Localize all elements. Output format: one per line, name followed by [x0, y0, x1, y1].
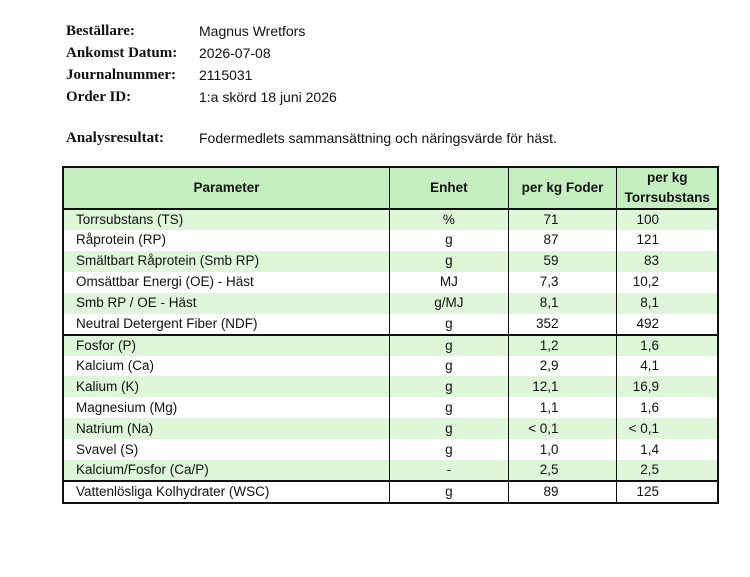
- unit-cell: g: [390, 335, 509, 356]
- per-kg-dry-matter-cell: 1,4: [617, 439, 718, 460]
- unit-cell: -: [390, 460, 509, 481]
- per-kg-feed-cell: 71: [508, 209, 617, 230]
- parameter-cell: Natrium (Na): [63, 418, 390, 439]
- per-kg-dry-matter-cell: 100: [617, 209, 718, 230]
- per-kg-feed-cell: 87: [508, 230, 617, 251]
- table-row: [63, 209, 718, 230]
- unit-cell: g: [390, 251, 509, 272]
- analysis-label: Analysresultat:: [66, 129, 165, 146]
- table-header-row: [63, 167, 718, 209]
- journal-number-value: 2115031: [199, 67, 253, 83]
- parameter-cell: Svavel (S): [63, 439, 390, 460]
- per-kg-feed-cell: 352: [508, 314, 617, 335]
- column-header-per-kg-feed: per kg Foder: [508, 167, 617, 209]
- per-kg-feed-cell: 1,1: [508, 397, 617, 418]
- per-kg-feed-cell: 2,5: [508, 460, 617, 481]
- per-kg-feed-cell: 8,1: [508, 293, 617, 314]
- parameter-cell: Vattenlösliga Kolhydrater (WSC): [63, 481, 390, 503]
- per-kg-dry-matter-cell: < 0,1: [617, 418, 718, 439]
- table-row: [63, 251, 718, 272]
- order-id-label: Order ID:: [66, 88, 132, 105]
- arrival-date-value: 2026-07-08: [199, 45, 271, 61]
- per-kg-feed-cell: 12,1: [508, 376, 617, 397]
- unit-cell: g: [390, 439, 509, 460]
- per-kg-dry-matter-cell: 16,9: [617, 376, 718, 397]
- table-row: [63, 481, 718, 503]
- unit-cell: %: [390, 209, 509, 230]
- order-id-value: 1:a skörd 18 juni 2026: [199, 89, 337, 105]
- per-kg-dry-matter-cell: 8,1: [617, 293, 718, 314]
- per-kg-dry-matter-cell: 4,1: [617, 356, 718, 377]
- per-kg-feed-cell: < 0,1: [508, 418, 617, 439]
- column-header-per-kg-dry-matter: per kg Torrsubstans: [617, 167, 718, 209]
- per-kg-dry-matter-cell: 2,5: [617, 460, 718, 481]
- table-row: [63, 439, 718, 460]
- arrival-date-label: Ankomst Datum:: [66, 44, 178, 61]
- parameter-cell: Råprotein (RP): [63, 230, 390, 251]
- orderer-label: Beställare:: [66, 22, 135, 39]
- table-row: [63, 376, 718, 397]
- journal-number-label: Journalnummer:: [66, 66, 176, 83]
- per-kg-feed-cell: 2,9: [508, 356, 617, 377]
- analysis-results-table: [62, 166, 719, 504]
- arrival-date-row: [66, 42, 337, 64]
- unit-cell: g: [390, 376, 509, 397]
- unit-cell: g: [390, 314, 509, 335]
- unit-cell: g: [390, 397, 509, 418]
- table-row: [63, 335, 718, 356]
- analysis-description: Fodermedlets sammansättning och näringsvärde för häst.: [199, 130, 557, 146]
- table-row: [63, 460, 718, 481]
- table-row: [63, 272, 718, 293]
- table-row: [63, 230, 718, 251]
- per-kg-feed-cell: 1,0: [508, 439, 617, 460]
- order-info: [66, 20, 337, 108]
- table-row: [63, 293, 718, 314]
- parameter-cell: Omsättbar Energi (OE) - Häst: [63, 272, 390, 293]
- unit-cell: g: [390, 418, 509, 439]
- parameter-cell: Smb RP / OE - Häst: [63, 293, 390, 314]
- parameter-cell: Smältbart Råprotein (Smb RP): [63, 251, 390, 272]
- unit-cell: g/MJ: [390, 293, 509, 314]
- per-kg-feed-cell: 89: [508, 481, 617, 503]
- unit-cell: g: [390, 481, 509, 503]
- per-kg-dry-matter-cell: 125: [617, 481, 718, 503]
- table-row: [63, 418, 718, 439]
- parameter-cell: Kalcium/Fosfor (Ca/P): [63, 460, 390, 481]
- per-kg-dry-matter-cell: 492: [617, 314, 718, 335]
- analysis-heading: [66, 127, 557, 149]
- table-row: [63, 314, 718, 335]
- orderer-row: [66, 20, 337, 42]
- per-kg-dry-matter-cell: 121: [617, 230, 718, 251]
- per-kg-feed-cell: 7,3: [508, 272, 617, 293]
- per-kg-dry-matter-cell: 10,2: [617, 272, 718, 293]
- orderer-value: Magnus Wretfors: [199, 23, 306, 39]
- per-kg-dry-matter-cell: 1,6: [617, 397, 718, 418]
- table-row: [63, 356, 718, 377]
- per-kg-feed-cell: 1,2: [508, 335, 617, 356]
- per-kg-dry-matter-cell: 1,6: [617, 335, 718, 356]
- unit-cell: g: [390, 356, 509, 377]
- column-header-unit: Enhet: [390, 167, 509, 209]
- parameter-cell: Kalcium (Ca): [63, 356, 390, 377]
- per-kg-dry-matter-cell: 83: [617, 251, 718, 272]
- column-header-parameter: Parameter: [63, 167, 390, 209]
- unit-cell: g: [390, 230, 509, 251]
- parameter-cell: Kalium (K): [63, 376, 390, 397]
- parameter-cell: Torrsubstans (TS): [63, 209, 390, 230]
- parameter-cell: Fosfor (P): [63, 335, 390, 356]
- unit-cell: MJ: [390, 272, 509, 293]
- per-kg-feed-cell: 59: [508, 251, 617, 272]
- table-row: [63, 397, 718, 418]
- parameter-cell: Neutral Detergent Fiber (NDF): [63, 314, 390, 335]
- journal-number-row: [66, 64, 337, 86]
- order-id-row: [66, 86, 337, 108]
- parameter-cell: Magnesium (Mg): [63, 397, 390, 418]
- table-body: [63, 209, 718, 503]
